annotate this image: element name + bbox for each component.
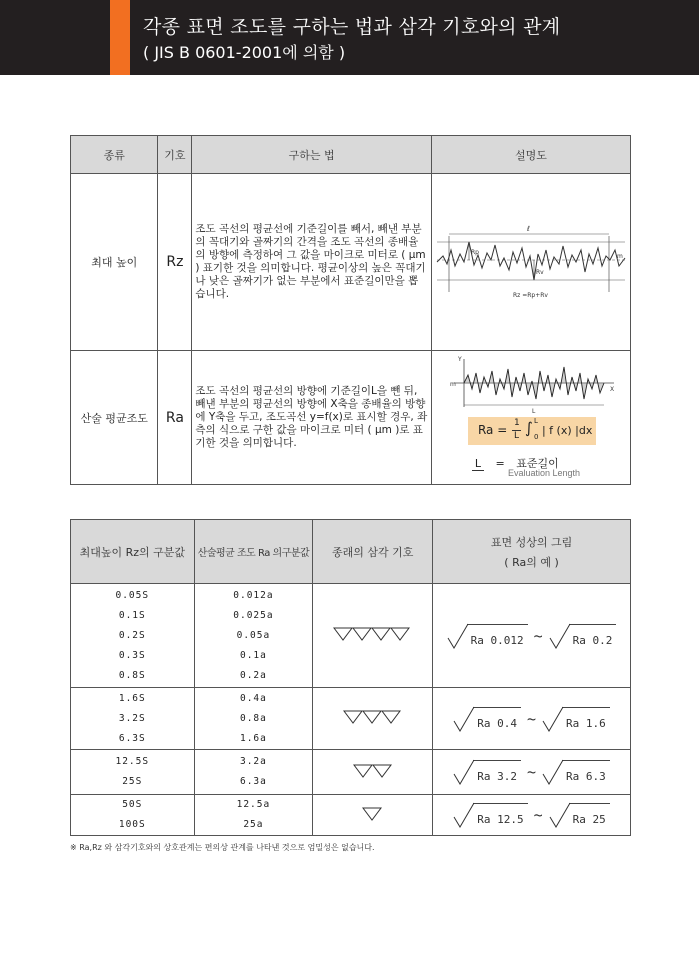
method-cell: 조도 곡선의 평균선에 기준길이를 빼서, 빼낸 부분의 꼭대기와 골짜기의 간격을 조도 곡선의 종배율의 방향에 측정하여 그 값을 마이크로 미터로 ( μm ) 표기한 것을 의미합니다. 평균이상의 높은 꼭대기나 낮은 골짜기가 없는 부분에서 표준길이만을 뽑습니다.	[192, 174, 432, 351]
surface-example	[433, 622, 630, 650]
tilde: ~	[533, 806, 543, 824]
surface-example	[433, 801, 630, 829]
ra-value: 25a	[243, 819, 264, 830]
example-from: Ra 12.5	[473, 803, 527, 826]
example-from: Ra 3.2	[473, 760, 521, 783]
triangle-symbol-cell	[313, 795, 433, 836]
example-to: Ra 1.6	[562, 707, 610, 730]
formula-body: | f (x) |dx	[541, 424, 593, 437]
surface-figure-cell	[433, 584, 631, 688]
ra-value: 0.012a	[233, 589, 274, 601]
footnote: ※ Ra,Rz 와 삼각기호와의 상호관계는 편의상 관계를 나타낸 것으로 엄밀성은 없습니다.	[70, 843, 375, 852]
ra-label-x: X	[609, 386, 615, 393]
rz-value: 100S	[118, 819, 146, 830]
ra-diagram-cell	[431, 351, 630, 485]
roughness-symbol-icon	[549, 622, 617, 650]
rz-value: 1.6S	[118, 692, 146, 704]
roughness-methods-table	[70, 135, 631, 485]
one-triangle-icon	[362, 807, 384, 821]
ra-label-l: L	[531, 408, 536, 415]
table-row	[71, 351, 631, 485]
symbol-cell: Rz	[158, 174, 192, 351]
surface-figure-cell	[433, 688, 631, 750]
kind-cell: 산술 평균조도	[71, 351, 158, 485]
ra-value: 0.025a	[233, 609, 274, 621]
formula-num: 1	[513, 418, 520, 428]
tilde: ~	[527, 763, 537, 781]
header-rz-values: 최대높이 Rz의 구분값	[71, 520, 195, 584]
table-row	[71, 795, 631, 836]
page-header	[0, 0, 699, 75]
rz-formula: Rz =Rp+Rv	[512, 292, 548, 299]
ra-values-cell	[194, 688, 313, 750]
header-surface-figure-label: 표면 성상의 그림	[490, 535, 573, 549]
formula-lower: 0	[533, 433, 539, 441]
header-ra-values: 산술평균 조도 Ra 의구분값	[194, 520, 313, 584]
rz-value: 0.05S	[115, 589, 150, 601]
example-from: Ra 0.4	[473, 707, 521, 730]
formula-den: L	[513, 431, 519, 441]
tilde: ~	[527, 709, 537, 728]
rz-values-cell	[71, 688, 195, 750]
roughness-symbol-icon	[549, 801, 610, 829]
rz-value: 0.3S	[118, 649, 146, 661]
header-symbol: 기호	[158, 136, 192, 174]
ra-formula-box	[468, 417, 596, 445]
rz-label-l: ℓ	[526, 225, 530, 233]
ra-label-y: Y	[457, 356, 462, 363]
ra-values-cell	[194, 584, 313, 688]
formula-upper: L	[533, 417, 538, 425]
triangle-symbol-cell	[313, 584, 433, 688]
legend-text: 표준길이	[516, 457, 559, 470]
ra-value: 0.8a	[239, 712, 267, 724]
triangle-symbol-cell	[313, 750, 433, 795]
table-row	[71, 750, 631, 795]
header-triangle-symbol: 종래의 삼각 기호	[313, 520, 433, 584]
two-triangles-icon	[353, 764, 393, 778]
table-row	[71, 688, 631, 750]
ra-value: 12.5a	[236, 799, 271, 810]
formula-integral: ∫	[524, 419, 533, 437]
four-triangles-icon	[333, 627, 413, 641]
roughness-symbol-icon	[453, 758, 521, 786]
example-to: Ra 6.3	[562, 760, 610, 783]
roughness-symbol-icon	[453, 705, 521, 733]
table-row	[71, 584, 631, 688]
header-surface-figure	[433, 520, 631, 584]
roughness-symbol-icon	[447, 622, 528, 650]
ra-value: 0.1a	[239, 649, 267, 661]
ra-label-m: m	[449, 381, 456, 388]
roughness-symbol-icon	[542, 758, 610, 786]
ra-value: 0.2a	[239, 669, 267, 681]
surface-example	[433, 758, 630, 786]
rz-value: 6.3S	[118, 732, 146, 744]
surface-figure-cell	[433, 750, 631, 795]
example-to: Ra 25	[569, 803, 610, 826]
rz-value: 3.2S	[118, 712, 146, 724]
method-cell: 조도 곡선의 평균선의 방향에 기준길이L을 뺀 뒤, 빼낸 부분의 평균선의 방향에 X축을 종배율의 방향에 Y축을 두고, 조도곡선 y=f(x)로 표시할 경우, 좌측의 식으로 구한 값을 마이크로 미터 ( μm )로 표기한 것을 의미합니다.	[192, 351, 432, 485]
header-diagram: 설명도	[431, 136, 630, 174]
ra-profile-diagram	[432, 353, 630, 415]
three-triangles-icon	[343, 710, 403, 724]
symbol-cell: Ra	[158, 351, 192, 485]
page-subtitle: ( JIS B 0601-2001에 의함 )	[143, 43, 346, 62]
header-kind: 종류	[71, 136, 158, 174]
surface-figure-cell	[433, 795, 631, 836]
legend-symbol: L	[472, 457, 484, 471]
example-from: Ra 0.012	[467, 624, 528, 647]
tilde: ~	[533, 626, 543, 645]
header-surface-figure-note: ( Ra의 예 )	[504, 555, 559, 569]
roughness-symbol-icon	[542, 705, 610, 733]
ra-values-cell	[194, 750, 313, 795]
header-accent-bar	[110, 0, 130, 75]
rz-value: 12.5S	[115, 756, 150, 767]
rz-values-cell	[71, 584, 195, 688]
rz-profile-diagram	[433, 220, 629, 300]
rz-values-cell	[71, 750, 195, 795]
ra-value: 0.4a	[239, 692, 267, 704]
ra-values-cell	[194, 795, 313, 836]
kind-cell: 최대 높이	[71, 174, 158, 351]
rz-value: 50S	[122, 799, 143, 810]
formula-lhs: Ra =	[477, 423, 508, 437]
triangle-symbol-cell	[313, 688, 433, 750]
example-to: Ra 0.2	[569, 624, 617, 647]
ra-value: 3.2a	[239, 756, 267, 767]
legend-english: Evaluation Length	[507, 468, 581, 478]
table-row	[71, 174, 631, 351]
surface-example	[433, 705, 630, 733]
rz-label-rv: Rv	[535, 269, 544, 276]
legend-equals: =	[495, 457, 505, 470]
rz-value: 0.2S	[118, 629, 146, 641]
rz-value: 25S	[122, 776, 143, 787]
roughness-symbol-table	[70, 519, 631, 836]
rz-label-rp: Rp	[470, 249, 479, 256]
rz-diagram-cell	[431, 174, 630, 351]
rz-value: 0.8S	[118, 669, 146, 681]
roughness-symbol-icon	[453, 801, 527, 829]
rz-value: 0.1S	[118, 609, 146, 621]
ra-value: 6.3a	[239, 776, 267, 787]
page-title: 각종 표면 조도를 구하는 법과 삼각 기호와의 관계	[143, 16, 561, 38]
rz-label-m: m	[616, 253, 623, 260]
rz-values-cell	[71, 795, 195, 836]
header-method: 구하는 법	[192, 136, 432, 174]
ra-value: 1.6a	[239, 732, 267, 744]
ra-value: 0.05a	[236, 629, 271, 641]
